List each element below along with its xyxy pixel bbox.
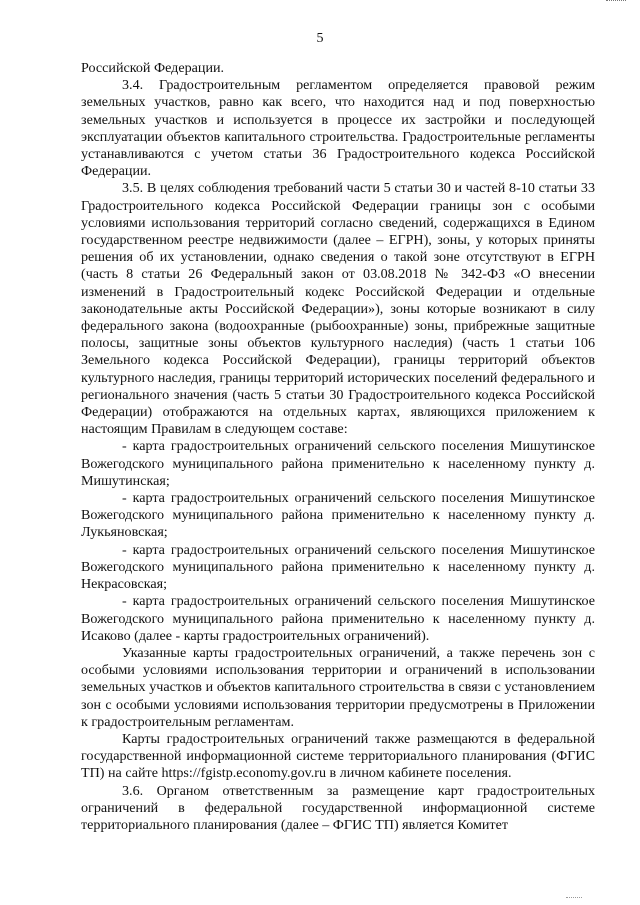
paragraph-3-4: 3.4. Градостроительным регламентом определяется правовой режим земельных участков, равно как всего, что находится над и под поверхностью земельных участков и используется в процессе их застройки и последующей эксплуатации объектов капитального строительства. Градостроительные регламенты устанавливаются с учетом статьи 36 Градостроительного кодекса Российской Федерации. <box>81 77 595 180</box>
paragraph-maps-list: Указанные карты градостроительных ограничений, а также перечень зон с особыми условиями использования территории и ограничений в использовании земельных участков и объектов капитального строительства в связи с установлением зон с особыми условиями использования территории предусмотрены в Приложении к градостроительным регламентам. <box>81 644 595 730</box>
list-item-mishutinskaya: - карта градостроительных ограничений сельского поселения Мишутинское Вожегодского муниципального района применительно к населенному пункту д. Мишутинская; <box>81 438 595 489</box>
list-item-lukyanovskaya: - карта градостроительных ограничений сельского поселения Мишутинское Вожегодского муниципального района применительно к населенному пункту д. Лукьяновская; <box>81 490 595 541</box>
paragraph-fgis: Карты градостроительных ограничений также размещаются в федеральной государственной информационной системе территориального планирования (ФГИС ТП) на сайте https://fgistp.economy.gov.ru в личном кабинете поселения. <box>81 730 595 782</box>
paragraph-continuation: Российской Федерации. <box>81 60 225 76</box>
scan-corner-mark <box>606 0 626 4</box>
document-body <box>81 60 595 834</box>
paragraph-3-5: 3.5. В целях соблюдения требований части 5 статьи 30 и частей 8-10 статьи 33 Градостроительного кодекса Российской Федерации границы зон с особыми условиями использования территорий согласно сведений, содержащихся в Едином государственном реестре недвижимости (далее – ЕГРН), зоны, у которых приняты решения об их установлении, однако сведения о такой зоне отсутствуют в ЕГРН (часть 8 статьи 26 Федеральный закон от 03.08.2018 № 342-ФЗ «О внесении изменений в Градостроительный кодекс Российской Федерации и отдельные законодательные акты Российской Федерации»), зоны которые возникают в силу федерального закона (водоохранные (рыбоохранные) зоны, прибрежные защитные полосы, защитные зоны объектов культурного наследия) (часть 1 статьи 106 Земельного кодекса Российской Федерации), границы территорий объектов культурного наследия, границы территорий исторических поселений федерального и регионального значения (часть 5 статьи 30 Градостроительного кодекса Российской Федерации) отображаются на отдельных картах, являющихся приложением к настоящим Правилам в следующем составе: <box>81 180 595 438</box>
list-item-isakovo: - карта градостроительных ограничений сельского поселения Мишутинское Вожегодского муниципального района применительно к населенному пункту д. Исаково (далее - карты градостроительных ограничений). <box>81 593 595 644</box>
paragraph-3-6: 3.6. Органом ответственным за размещение карт градостроительных ограничений в федеральной государственной информационной системе территориального планирования (далее – ФГИС ТП) является Комитет <box>81 782 595 833</box>
page-number: 5 <box>316 31 324 46</box>
list-item-nekrasovskaya: - карта градостроительных ограничений сельского поселения Мишутинское Вожегодского муниципального района применительно к населенному пункту д. Некрасовская; <box>81 541 595 593</box>
scan-footer-mark <box>566 897 582 901</box>
